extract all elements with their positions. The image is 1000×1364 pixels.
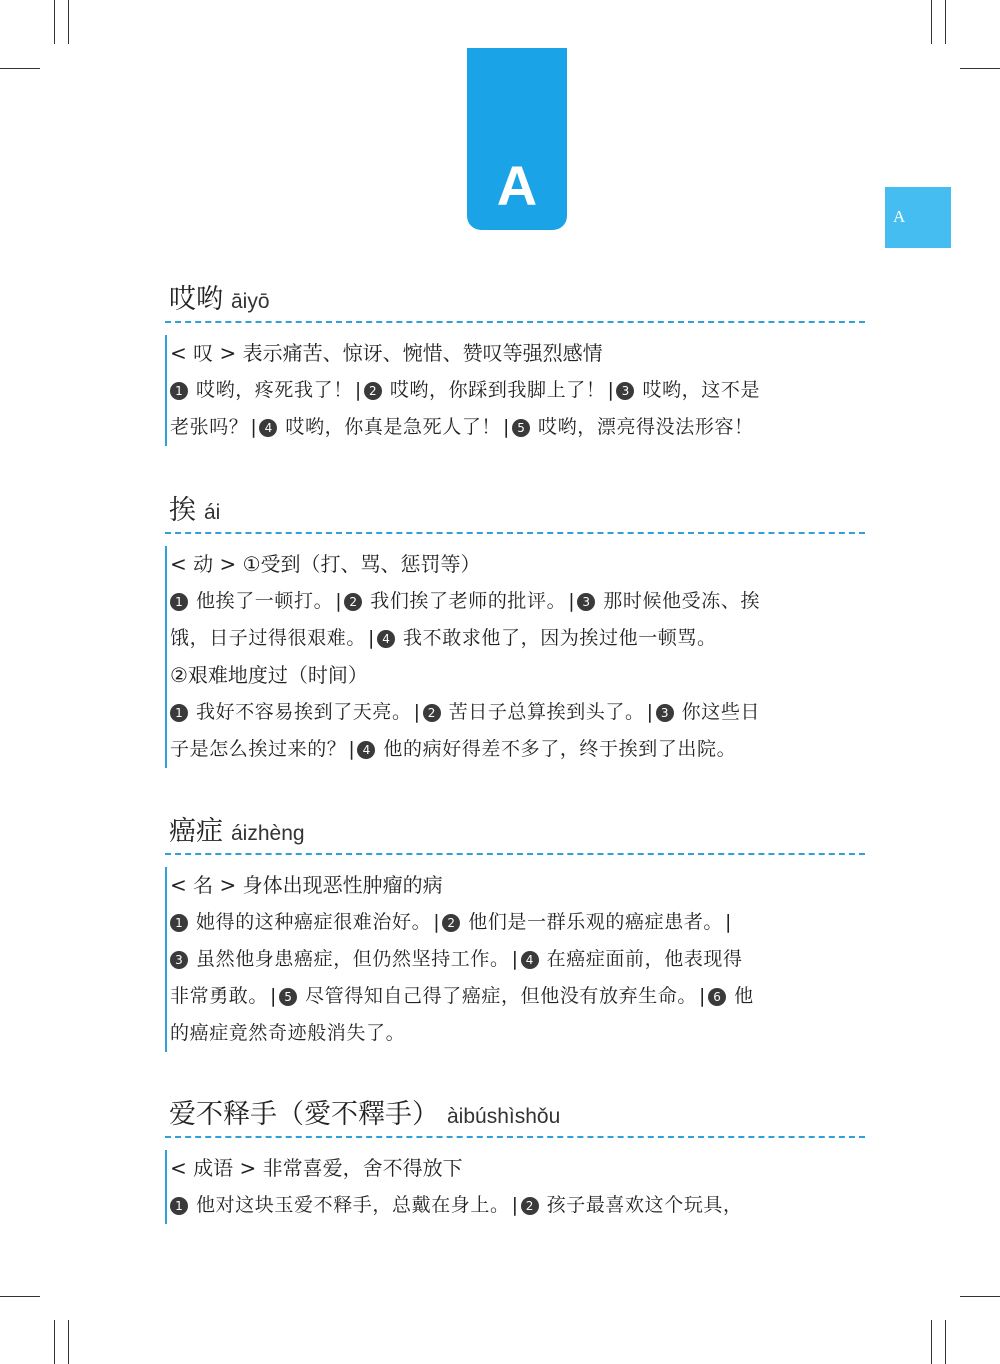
example-line: [170, 1187, 865, 1224]
example-number-badge: 3: [170, 951, 188, 969]
example-text: 他们是一群乐观的癌症患者。: [468, 911, 724, 933]
pinyin: áizhèng: [231, 822, 305, 845]
example-number-badge: 3: [616, 382, 634, 400]
crop-mark: [54, 0, 55, 44]
example-separator: |: [368, 627, 376, 649]
example-text: 的癌症竟然奇迹般消失了。: [170, 1022, 406, 1044]
dictionary-entry: [165, 494, 865, 768]
example-separator: |: [270, 985, 278, 1007]
example-number-badge: 5: [279, 988, 297, 1006]
example-text: 他对这块玉爱不释手，总戴在身上。: [196, 1194, 510, 1216]
example-line: [170, 1015, 865, 1052]
example-number-badge: 1: [170, 593, 188, 611]
example-number-badge: 4: [357, 741, 375, 759]
entry-headword-row: [165, 815, 865, 849]
example-number-badge: 2: [423, 704, 441, 722]
dictionary-entry: [165, 283, 865, 446]
example-text: 她得的这种癌症很难治好。: [196, 911, 432, 933]
example-separator: |: [413, 701, 421, 723]
dashed-divider: [165, 321, 865, 323]
example-line: [170, 583, 865, 620]
example-text: 我好不容易挨到了天亮。: [196, 701, 412, 723]
example-separator: |: [335, 590, 343, 612]
example-number-badge: 2: [442, 914, 460, 932]
dictionary-entry: [165, 815, 865, 1052]
dictionary-entry: [165, 1098, 865, 1224]
section-letter: A: [496, 154, 538, 217]
crop-mark: [960, 68, 1000, 69]
pinyin: àibúshìshǒu: [447, 1105, 561, 1128]
example-text: 他: [734, 985, 754, 1007]
example-line: [170, 694, 865, 731]
sense-definition: < 名 > 身体出现恶性肿瘤的病: [170, 873, 443, 897]
headword: 哎哟: [169, 284, 223, 315]
example-text: 虽然他身患癌症，但仍然坚持工作。: [196, 948, 510, 970]
entry-body: [165, 1150, 865, 1224]
example-separator: |: [433, 911, 441, 933]
crop-mark: [68, 0, 69, 44]
example-number-badge: 4: [377, 630, 395, 648]
dashed-divider: [165, 532, 865, 534]
example-number-badge: 4: [521, 951, 539, 969]
crop-mark: [0, 1296, 40, 1297]
side-index-tab: [885, 187, 951, 248]
example-text: 子是怎么挨过来的？: [170, 738, 347, 760]
example-line: [170, 731, 865, 768]
example-text: 苦日子总算挨到头了。: [448, 701, 645, 723]
entry-body: [165, 335, 865, 446]
example-text: 哎哟，这不是: [642, 379, 761, 401]
example-line: [170, 409, 865, 446]
example-text: 他挨了一顿打。: [196, 590, 334, 612]
crop-mark: [945, 1320, 946, 1364]
example-text: 哎哟，漂亮得没法形容！: [538, 416, 754, 438]
entry-headword-row: [165, 1098, 865, 1132]
sense-definition: < 叹 > 表示痛苦、惊讶、惋惜、赞叹等强烈感情: [170, 341, 603, 365]
section-letter-tab: [467, 48, 567, 230]
example-number-badge: 3: [577, 593, 595, 611]
example-line: [170, 978, 865, 1015]
example-text: 你这些日: [681, 701, 761, 723]
example-text: 他的病好得差不多了，终于挨到了出院。: [383, 738, 737, 760]
example-text: 我们挨了老师的批评。: [370, 590, 567, 612]
example-number-badge: 2: [521, 1197, 539, 1215]
example-separator: |: [725, 911, 733, 933]
example-separator: |: [568, 590, 576, 612]
headword: 挨: [169, 495, 196, 526]
example-number-badge: 3: [656, 704, 674, 722]
dashed-divider: [165, 853, 865, 855]
entry-body: [165, 867, 865, 1052]
example-text: 我不敢求他了，因为挨过他一顿骂。: [403, 627, 717, 649]
example-number-badge: 5: [512, 419, 530, 437]
example-number-badge: 6: [708, 988, 726, 1006]
headword: 爱不释手（愛不釋手）: [169, 1099, 439, 1130]
crop-mark: [945, 0, 946, 44]
example-text: 饿，日子过得很艰难。: [170, 627, 367, 649]
example-text: 尽管得知自己得了癌症，但他没有放弃生命。: [305, 985, 698, 1007]
example-number-badge: 1: [170, 914, 188, 932]
example-text: 孩子最喜欢这个玩具，: [546, 1194, 743, 1216]
example-separator: |: [511, 1194, 519, 1216]
example-text: 哎哟，你真是急死人了！: [285, 416, 502, 438]
example-separator: |: [354, 379, 362, 401]
dashed-divider: [165, 1136, 865, 1138]
example-number-badge: 2: [344, 593, 362, 611]
sense-definition: < 成语 > 非常喜爱，舍不得放下: [170, 1156, 463, 1180]
example-number-badge: 1: [170, 704, 188, 722]
example-separator: |: [607, 379, 615, 401]
example-text: 哎哟，你踩到我脚上了！: [389, 379, 606, 401]
example-line: [170, 941, 865, 978]
side-index-letter: A: [893, 207, 906, 226]
example-line: [170, 904, 865, 941]
example-line: [170, 372, 865, 409]
sense-definition: < 动 > ①受到（打、骂、惩罚等）: [170, 552, 481, 576]
example-number-badge: 2: [364, 382, 382, 400]
crop-mark: [931, 1320, 932, 1364]
crop-mark: [931, 0, 932, 44]
example-line: [170, 620, 865, 657]
example-text: 在癌症面前，他表现得: [546, 948, 743, 970]
entry-headword-row: [165, 283, 865, 317]
crop-mark: [960, 1296, 1000, 1297]
example-text: 老张吗？: [170, 416, 249, 438]
example-separator: |: [646, 701, 654, 723]
crop-mark: [0, 68, 40, 69]
example-separator: |: [348, 738, 356, 760]
entry-headword-row: [165, 494, 865, 528]
sense-definition: ②艰难地度过（时间）: [170, 663, 368, 687]
headword: 癌症: [169, 816, 223, 847]
example-text: 非常勇敢。: [170, 985, 269, 1007]
example-number-badge: 1: [170, 382, 188, 400]
entry-body: [165, 546, 865, 768]
pinyin: āiyō: [231, 290, 270, 313]
crop-mark: [54, 1320, 55, 1364]
example-separator: |: [250, 416, 258, 438]
example-separator: |: [699, 985, 707, 1007]
crop-mark: [68, 1320, 69, 1364]
example-text: 哎哟，疼死我了！: [196, 379, 353, 401]
example-text: 那时候他受冻、挨: [603, 590, 761, 612]
pinyin: ái: [204, 501, 221, 524]
example-separator: |: [503, 416, 511, 438]
example-number-badge: 1: [170, 1197, 188, 1215]
example-separator: |: [511, 948, 519, 970]
example-number-badge: 4: [259, 419, 277, 437]
